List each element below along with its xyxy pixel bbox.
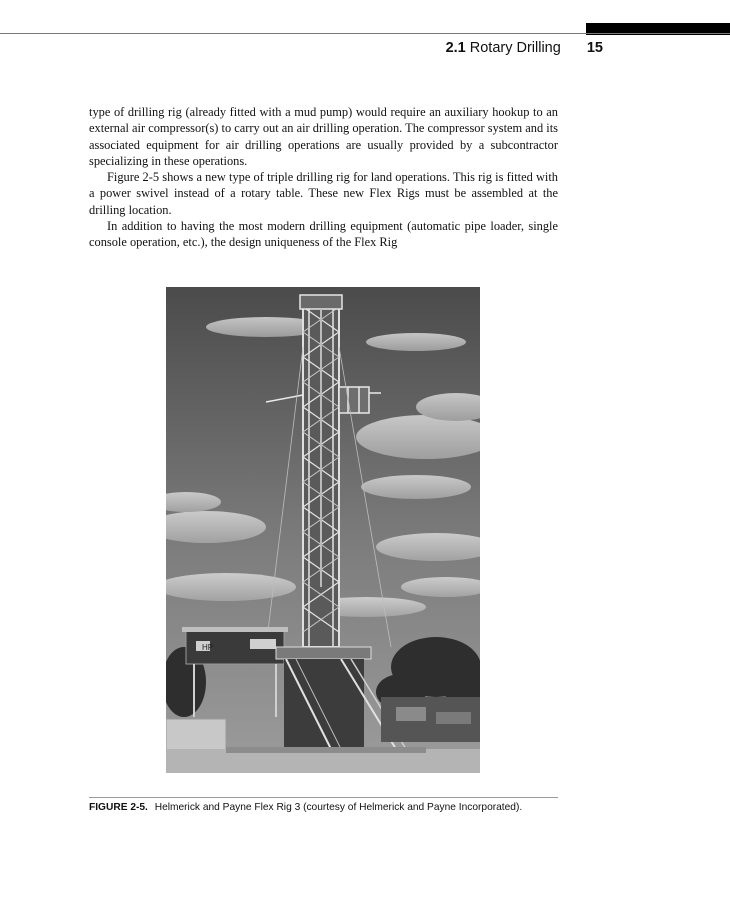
mud-tanks [381, 697, 480, 742]
paragraph: Figure 2-5 shows a new type of triple drilling rig for land operations. This rig is fitted with a power swivel instead of a rotary table. These new Flex Rigs must be assembled at the drilling location. [89, 170, 558, 217]
figure-caption [89, 802, 569, 813]
running-head [380, 40, 603, 56]
page-number: 15 [586, 40, 603, 56]
body-text [89, 104, 558, 250]
figure-label: FIGURE 2-5. [89, 802, 148, 813]
caption-rule [89, 797, 558, 798]
paragraph: type of drilling rig (already fitted with a mud pump) would require an auxiliary hookup to an external air compressor(s) to carry out an air drilling operation. The compressor system and its associated equipment for air drilling operations are usually provided by a subcontractor specializing in these operations. [89, 105, 558, 168]
paragraph: In addition to having the most modern drilling equipment (automatic pipe loader, single console operation, etc.), the design uniqueness of the Flex Rig [89, 218, 558, 249]
doghouse-sign: HP [202, 643, 214, 652]
derrick-mast [300, 295, 342, 647]
caption-text: Helmerick and Payne Flex Rig 3 (courtesy of Helmerick and Payne Incorporated). [154, 802, 523, 813]
section-title: Rotary Drilling [469, 40, 561, 56]
figure-photo [166, 287, 480, 773]
header-rule [0, 33, 730, 34]
drilling-rig-illustration [166, 287, 480, 773]
section-number: 2.1 [445, 40, 466, 56]
